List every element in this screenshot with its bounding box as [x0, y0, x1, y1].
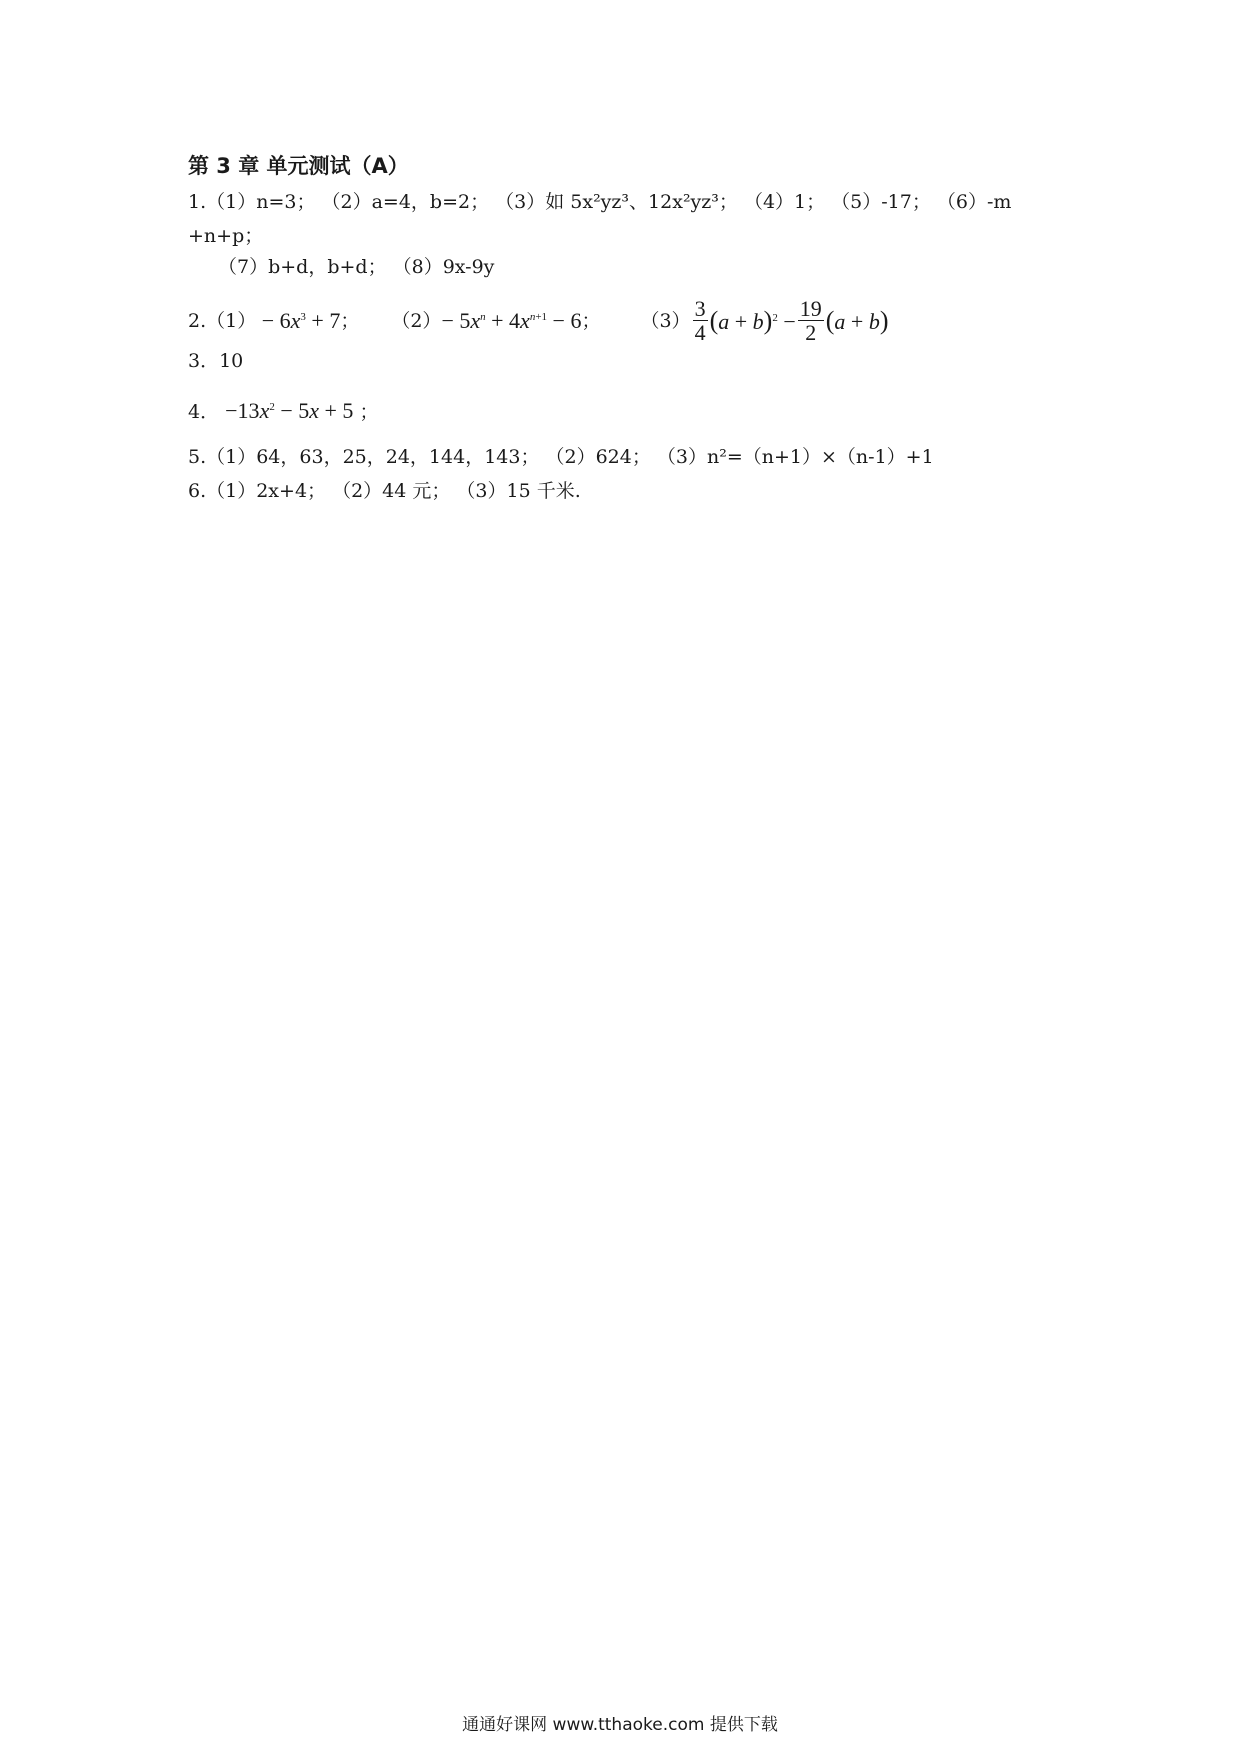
answer-5: 5.（1）64，63，25，24，144，143； （2）624； （3）n²=（n+1）×（n-1）+1: [188, 446, 934, 468]
answer-2-part2-label: （2）: [391, 309, 442, 332]
answer-1-line-2: （7）b+d，b+d； （8）9x-9y: [218, 256, 495, 278]
answer-2-expr-1: − $6x^3 + 7$: [256, 308, 341, 333]
answer-2-prefix: 2.（1）: [188, 309, 257, 332]
chapter-title: 第 3 章 单元测试（A）: [188, 154, 409, 178]
answer-2-expr-3b: (a + b): [825, 306, 889, 335]
answer-1-line-1: 1.（1）n=3； （2）a=4，b=2； （3）如 5x²yz³、12x²yz³； （4）1； （5）-17； （6）-m: [188, 191, 1012, 213]
answer-4-expr: $-13x^2 - 5x + 5$: [225, 398, 354, 423]
page-footer: 通通好课网 www.tthaoke.com 提供下载: [462, 1715, 778, 1735]
answer-4: [188, 400, 379, 422]
answer-2-part3-label: （3）: [640, 309, 691, 332]
answer-4-prefix: 4．: [188, 401, 220, 423]
fraction-nineteen-halves: $\frac{19}{2}$: [799, 295, 822, 345]
answer-3: 3．10: [188, 350, 244, 372]
answer-2-expr-2: − $5x^n + 4x^{n+1} - 6$: [441, 308, 582, 333]
fraction-three-quarters: $\frac{3}{4}$: [694, 295, 706, 345]
answer-2: [188, 296, 889, 346]
answer-1-wrap: +n+p；: [188, 225, 264, 247]
answer-2-expr-3a: $(a + b)^2$ −: [709, 306, 796, 335]
answer-2-sep-1: ；: [340, 309, 360, 332]
answer-4-suffix: ；: [359, 401, 379, 423]
answer-2-sep-2: ；: [581, 309, 601, 332]
answer-6: 6.（1）2x+4； （2）44 元； （3）15 千米.: [188, 480, 581, 502]
